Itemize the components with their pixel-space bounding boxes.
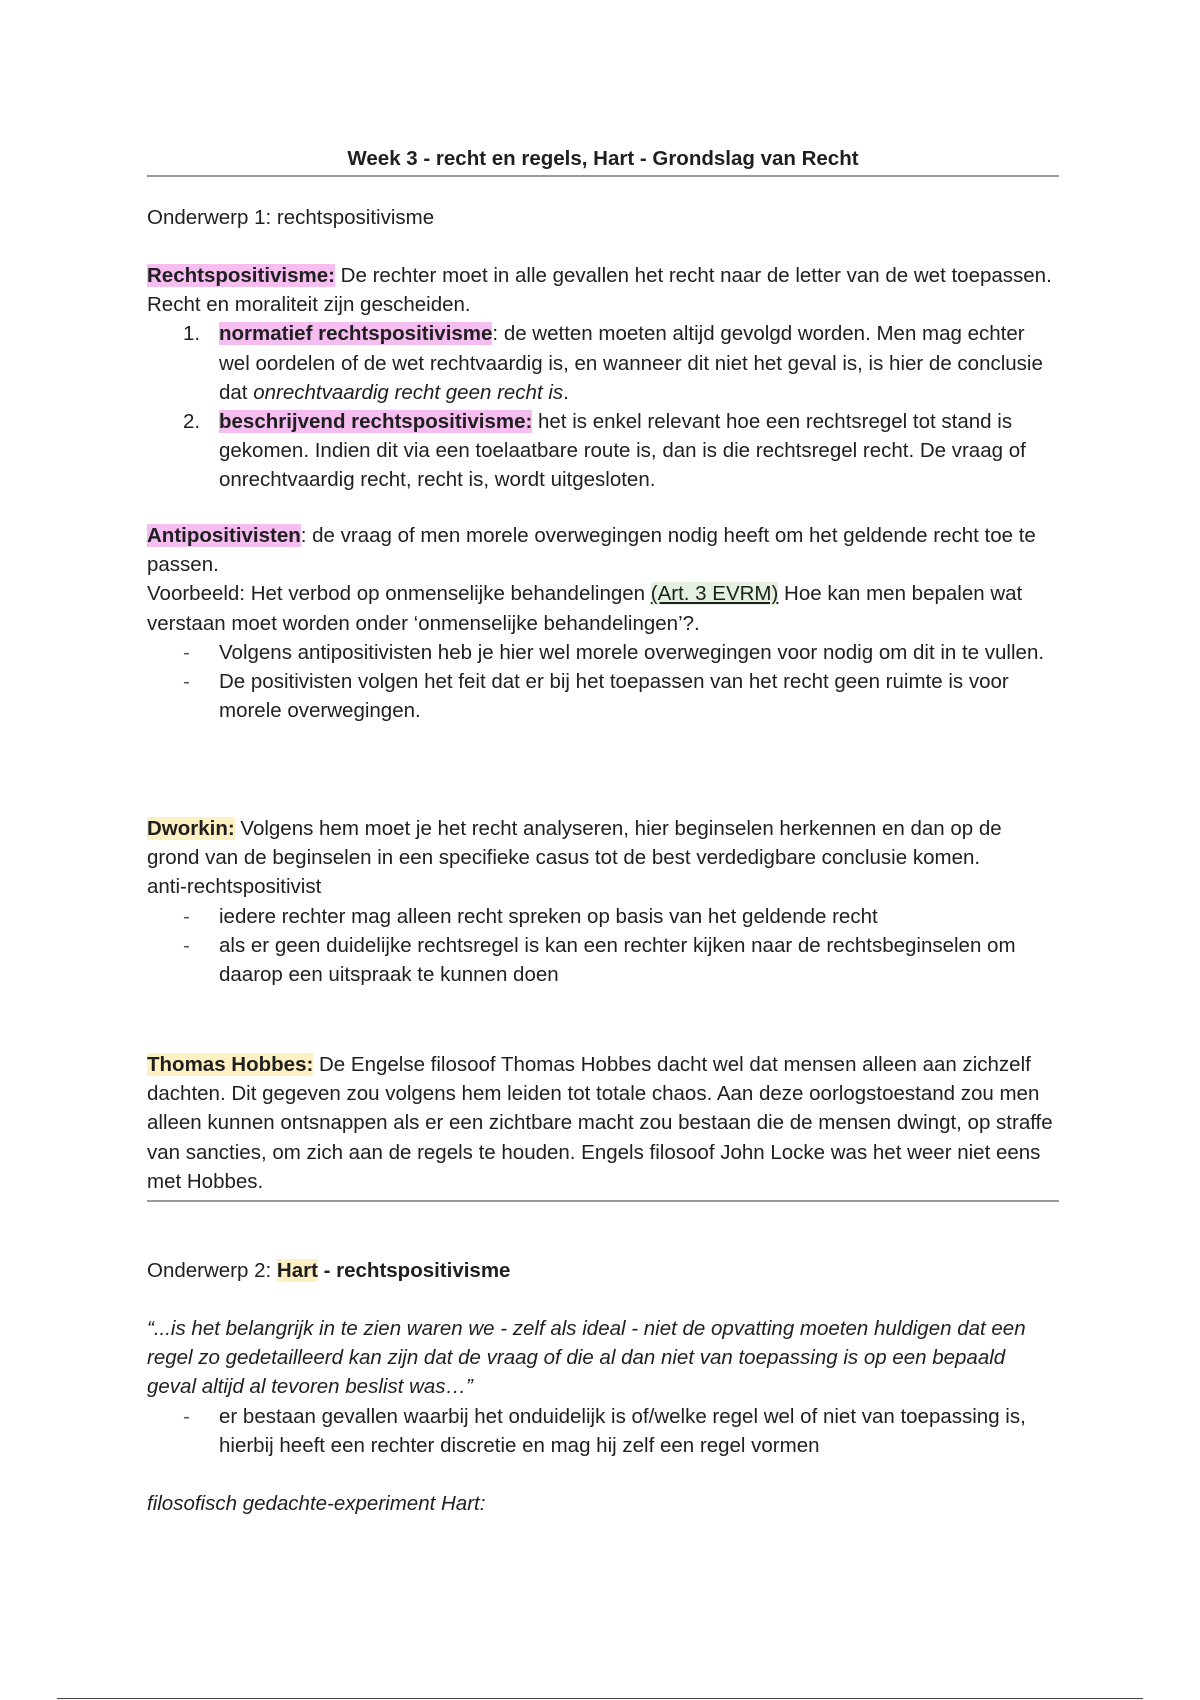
thought-experiment-heading: filosofisch gedachte-experiment Hart:	[147, 1492, 486, 1515]
definition-text: De rechter moet in alle gevallen het recht naar de letter van de wet toepassen. Recht en moraliteit zijn gescheiden.	[147, 264, 1052, 317]
topic2-heading-suffix: - rechtspositivisme	[317, 1259, 511, 1282]
dash-icon: -	[183, 933, 190, 957]
bullet-item	[147, 1402, 1059, 1460]
hart-bullets	[147, 1402, 1059, 1460]
page-bottom-edge	[57, 1698, 1143, 1699]
section-divider	[147, 1200, 1059, 1202]
dash-icon: -	[183, 670, 190, 694]
title-divider	[147, 175, 1059, 177]
hobbes-text: De Engelse filosoof Thomas Hobbes dacht wel dat mensen alleen aan zichzelf dachten. Dit gegeven zou volgens hem leiden tot totale chaos. Aan deze oorlogstoestand zou men alleen kunnen ontsnappen als er een zichtbare macht zou bestaan die de mensen dwingt, op straffe van sancties, om zich aan de regels te houden. Engels filosoof John Locke was het weer niet eens met Hobbes.	[147, 1053, 1053, 1193]
bullet-text: er bestaan gevallen waarbij het onduidelijk is of/welke regel wel of niet van toepassing is, hierbij heeft een rechter discretie en mag hij zelf een regel vormen	[219, 1404, 1026, 1457]
bullet-text: De positivisten volgen het feit dat er bij het toepassen van het recht geen ruimte is voor morele overwegingen.	[219, 670, 1009, 723]
example-paragraph	[147, 579, 1059, 637]
dworkin-section	[147, 814, 1059, 989]
hobbes-section	[147, 1050, 1059, 1196]
rechtspositivisme-section	[147, 261, 1059, 495]
antipositivisten-text: : de vraag of men morele overwegingen nodig heeft om het geldende recht toe te passen.	[147, 524, 1036, 577]
bullet-text: iedere rechter mag alleen recht spreken op basis van het geldende recht	[219, 904, 878, 928]
positivism-types-list	[147, 319, 1059, 494]
bullet-text: Volgens antipositivisten heb je hier wel morele overwegingen voor nodig om dit in te vullen.	[219, 640, 1045, 664]
dworkin-text: Volgens hem moet je het recht analyseren, hier beginselen herkennen en dan op de grond van de beginselen in een specifieke casus tot de best verdedigbare conclusie komen.	[147, 817, 1002, 870]
antipositivisten-bullets	[147, 638, 1059, 726]
dash-icon: -	[183, 904, 190, 928]
dash-icon: -	[183, 1404, 190, 1428]
term-dworkin: Dworkin:	[147, 817, 235, 840]
term-beschrijvend: beschrijvend rechtspositivisme:	[219, 410, 533, 434]
topic2-heading-prefix: Onderwerp 2:	[147, 1259, 277, 1282]
example-text: Voorbeeld: Het verbod op onmenselijke behandelingen	[147, 582, 651, 606]
list-text: het is enkel relevant hoe een rechtsregel tot stand is gekomen. Indien dit via een toelaatbare route is, dan is die rechtsregel recht. De vraag of onrechtvaardig recht, recht is, wordt uitgesloten.	[219, 410, 1026, 492]
term-thomas-hobbes: Thomas Hobbes:	[147, 1053, 314, 1076]
term-hart: Hart	[276, 1259, 318, 1282]
bullet-item	[147, 902, 1059, 931]
list-number: 2.	[183, 410, 201, 434]
antipositivisten-paragraph	[147, 521, 1059, 579]
list-number: 1.	[183, 322, 201, 346]
document-title: Week 3 - recht en regels, Hart - Grondslag van Recht	[347, 147, 859, 170]
list-item	[147, 407, 1059, 495]
topic2-heading	[147, 1256, 1059, 1285]
dash-icon: -	[183, 640, 190, 664]
bullet-item	[147, 638, 1059, 667]
list-item	[147, 319, 1059, 407]
term-normatief: normatief rechtspositivisme	[219, 322, 493, 346]
hobbes-paragraph	[147, 1050, 1059, 1196]
term-antipositivisten: Antipositivisten	[147, 524, 301, 547]
italic-phrase: onrechtvaardig recht geen recht is	[253, 380, 564, 404]
definition-paragraph	[147, 261, 1059, 319]
list-end: .	[563, 380, 569, 404]
dworkin-bullets	[147, 902, 1059, 990]
topic1-heading: Onderwerp 1: rechtspositivisme	[147, 206, 435, 229]
antipositivisten-section	[147, 521, 1059, 725]
bullet-text: als er geen duidelijke rechtsregel is kan een rechter kijken naar de rechtsbeginselen om daarop een uitspraak te kunnen doen	[219, 933, 1016, 987]
bullet-item	[147, 667, 1059, 725]
evrm-reference-link[interactable]: (Art. 3 EVRM)	[650, 582, 779, 606]
list-text: : de wetten moeten altijd gevolgd worden. Men mag echter wel oordelen of de wet rechtvaardig is, en wanneer dit niet het geval is, is hier de conclusie dat	[219, 322, 1043, 404]
hart-quote: “...is het belangrijk in te zien waren we - zelf als ideal - niet de opvatting moeten huldigen dat een regel zo gedetailleerd kan zijn dat de vraag of die al dan niet van toepassing is op een bepaald geval altijd al tevoren beslist was…”	[147, 1317, 1026, 1399]
dworkin-paragraph	[147, 814, 1059, 872]
bullet-item	[147, 931, 1059, 989]
hart-section	[147, 1314, 1059, 1460]
term-rechtspositivisme: Rechtspositivisme:	[147, 264, 335, 287]
example-question: Hoe kan men bepalen wat verstaan moet worden onder ‘onmenselijke behandelingen’?.	[147, 582, 1023, 635]
dworkin-subheading: anti-rechtspositivist	[147, 875, 322, 899]
